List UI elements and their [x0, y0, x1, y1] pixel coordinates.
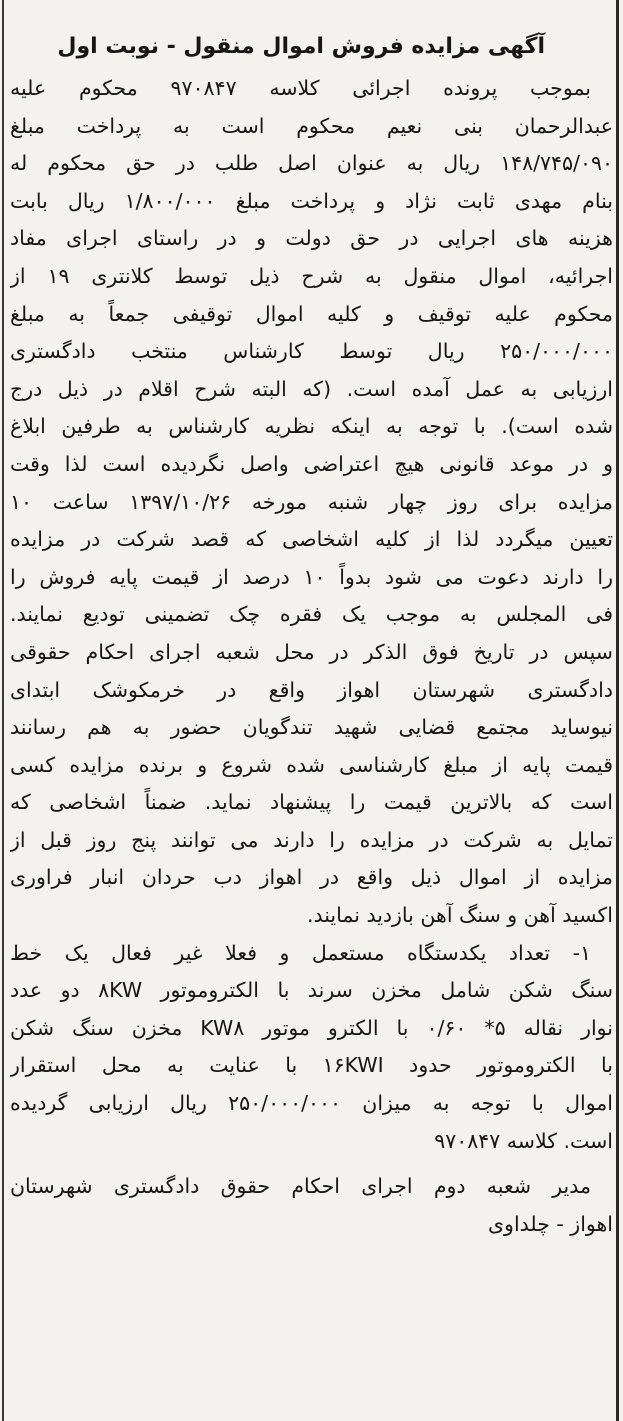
signature-line: مدیر شعبه دوم اجرای احکام حقوق دادگستری شهرستان [10, 1174, 591, 1199]
text-line: مزایده از اموال ذیل واقع در اهواز دب حردان انبار فراوری [10, 865, 613, 890]
text-line: دادگستری شهرستان اهواز واقع در خرمکوشک ابتدای [10, 677, 613, 702]
text-line: سنگ شکن شامل مخزن سرند با الکتروموتور ۸KW دو عدد [10, 978, 613, 1003]
text-line: ۲۵۰/۰۰۰/۰۰۰ ریال توسط کارشناس منتخب دادگستری [10, 339, 613, 364]
text-line: اموال با توجه به میزان ۲۵۰/۰۰۰/۰۰۰ ریال ارزیابی گردیده [10, 1091, 613, 1116]
text-line: ۱- تعداد یکدستگاه مستعمل و فعلا غیر فعال یک خط [10, 940, 591, 965]
notice-title: آگهی مزایده فروش اموال منقول - نوبت اول [57, 34, 545, 59]
text-line: ارزیابی به عمل آمده است. (که البته شرح اقلام در ذیل درج [10, 376, 613, 401]
text-line: فی المجلس به موجب یک فقره چک تضمینی تودیع نمایند. [10, 602, 613, 627]
text-line: محکوم علیه توقیف و کلیه اموال توقیفی جمعاً به مبلغ [10, 301, 613, 326]
paragraph-main [10, 70, 613, 935]
text-line: نیوساید مجتمع قضایی شهید تندگویان حضور به هم رسانند [10, 715, 613, 740]
text-line: ۱۴۸/۷۴۵/۰۹۰ ریال به عنوان اصل طلب در حق محکوم له [10, 151, 613, 176]
notice-body [10, 70, 613, 1243]
signature-line: اهواز - چلداوی [488, 1211, 613, 1236]
text-line: اکسید آهن و سنگ آهن بازدید نمایند. [306, 903, 613, 928]
text-line: قیمت پایه از مبلغ کارشناسی شده شروع و برنده مزایده کسی [10, 752, 613, 777]
text-line: است که بالاترین قیمت را پیشنهاد نماید. ضمناً اشخاصی که [10, 790, 613, 815]
text-line: نوار نقاله ۵* ۰/۶۰ با الکترو موتور KW۸ مخزن سنگ شکن [10, 1015, 613, 1040]
text-line: تعیین میگردد لذا از کلیه اشخاصی که قصد شرکت در مزایده [10, 527, 613, 552]
column-rule-right [616, 0, 619, 1421]
column-rule-left [2, 0, 4, 1421]
text-line: با الکتروموتور حدود ۱۶KWI با عنایت به محل استقرار [10, 1053, 613, 1078]
text-line: را دارند دعوت می شود بدواً ۱۰ درصد از قیمت پایه فروش را [10, 564, 613, 589]
text-line: بنام مهدی ثابت نژاد و پرداخت مبلغ ۱/۸۰۰/۰۰۰ ریال بابت [10, 188, 613, 213]
text-line: و در موعد قانونی هیچ اعتراضی واصل نگردیده است لذا وقت [10, 451, 613, 476]
text-line: هزینه های اجرایی در حق دولت و در راستای اجرای مفاد [10, 226, 613, 251]
text-line: شده است). با توجه به اینکه نظریه کارشناس به طرفین ابلاغ [10, 414, 613, 439]
text-line: تمایل به شرکت در مزایده را دارند می توانند پنج روز قبل از [10, 827, 613, 852]
signature-block [10, 1168, 613, 1243]
text-line: سپس در تاریخ فوق الذکر در محل شعبه اجرای احکام حقوقی [10, 639, 613, 664]
text-line: مزایده برای روز چهار شنبه مورخه ۱۳۹۷/۱۰/۲۶ ساعت ۱۰ [10, 489, 613, 514]
text-line: بموجب پرونده اجرائی کلاسه ۹۷۰۸۴۷ محکوم علیه [10, 76, 591, 100]
text-line: عبدالرحمان بنی نعیم محکوم است به پرداخت مبلغ [10, 113, 613, 138]
paragraph-items [10, 935, 613, 1161]
text-line: اجرائیه، اموال منقول به شرح ذیل توسط کلانتری ۱۹ از [10, 263, 613, 288]
text-line: است. کلاسه ۹۷۰۸۴۷ [434, 1128, 613, 1153]
